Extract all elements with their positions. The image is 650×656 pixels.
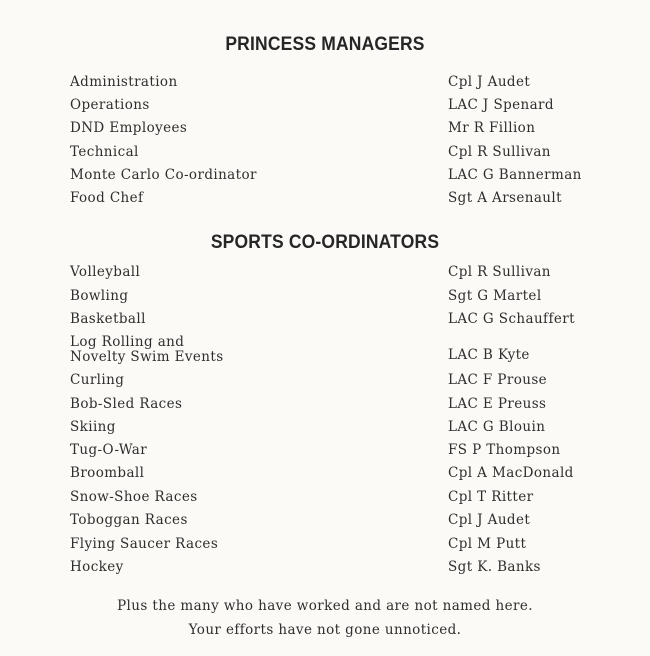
- manager-row: [0, 120, 650, 140]
- sport-name: Flying Saucer Races: [70, 536, 219, 552]
- sport-coordinator: Cpl T Ritter: [448, 489, 534, 505]
- manager-role: Monte Carlo Co-ordinator: [70, 167, 257, 183]
- manager-person: Mr R Fillion: [448, 120, 536, 136]
- manager-role: Food Chef: [70, 190, 144, 206]
- sport-row: [0, 335, 650, 371]
- sport-row: [0, 264, 650, 284]
- sport-coordinator: LAC E Preuss: [448, 396, 547, 412]
- manager-row: [0, 144, 650, 164]
- sport-name: Curling: [70, 372, 125, 388]
- manager-person: Sgt A Arsenault: [448, 190, 562, 206]
- manager-role: DND Employees: [70, 120, 188, 136]
- sport-name: Basketball: [70, 311, 146, 327]
- sport-row: [0, 512, 650, 532]
- manager-role: Technical: [70, 144, 139, 160]
- sport-name-line: Log Rolling and: [70, 334, 185, 350]
- footer-note: [0, 594, 650, 642]
- sport-name: Volleyball: [70, 264, 141, 280]
- manager-person: Cpl R Sullivan: [448, 144, 551, 160]
- manager-role: Administration: [70, 74, 178, 90]
- sport-name: Broomball: [70, 465, 145, 481]
- sport-row: [0, 419, 650, 439]
- footer-line-2: Your efforts have not gone unnoticed.: [188, 622, 462, 638]
- sport-coordinator: FS P Thompson: [448, 442, 561, 458]
- sport-coordinator: Cpl M Putt: [448, 536, 527, 552]
- sport-coordinator: LAC B Kyte: [448, 347, 530, 363]
- sport-coordinator: Cpl A MacDonald: [448, 465, 574, 481]
- sport-coordinator: Sgt K. Banks: [448, 559, 541, 575]
- sport-name: Tug-O-War: [70, 442, 148, 458]
- manager-row: [0, 190, 650, 210]
- sport-coordinator: Sgt G Martel: [448, 288, 542, 304]
- sport-name: Skiing: [70, 419, 116, 435]
- sport-name: Toboggan Races: [70, 512, 188, 528]
- sports-coordinators-heading: SPORTS CO-ORDINATORS: [210, 232, 440, 253]
- sport-name: Snow-Shoe Races: [70, 489, 198, 505]
- sport-row: [0, 372, 650, 392]
- sport-coordinator: LAC F Prouse: [448, 372, 548, 388]
- manager-role: Operations: [70, 97, 150, 113]
- sport-name-line: Novelty Swim Events: [70, 349, 224, 365]
- sport-name: [70, 335, 224, 365]
- sport-coordinator: Cpl R Sullivan: [448, 264, 551, 280]
- sport-row: [0, 559, 650, 579]
- sport-row: [0, 465, 650, 485]
- sport-row: [0, 288, 650, 308]
- manager-row: [0, 167, 650, 187]
- sport-row: [0, 396, 650, 416]
- sport-row: [0, 442, 650, 462]
- sport-name: Hockey: [70, 559, 124, 575]
- sport-name: Bowling: [70, 288, 129, 304]
- sport-row: [0, 489, 650, 509]
- manager-person: LAC J Spenard: [448, 97, 554, 113]
- manager-person: Cpl J Audet: [448, 74, 531, 90]
- manager-row: [0, 74, 650, 94]
- sport-row: [0, 311, 650, 331]
- sport-coordinator: LAC G Schauffert: [448, 311, 575, 327]
- sport-name: Bob-Sled Races: [70, 396, 183, 412]
- sport-row: [0, 536, 650, 556]
- manager-row: [0, 97, 650, 117]
- sport-coordinator: Cpl J Audet: [448, 512, 531, 528]
- manager-person: LAC G Bannerman: [448, 167, 582, 183]
- princess-managers-heading: PRINCESS MANAGERS: [225, 34, 425, 55]
- sport-coordinator: LAC G Blouin: [448, 419, 546, 435]
- footer-line-1: Plus the many who have worked and are not named here.: [117, 598, 533, 614]
